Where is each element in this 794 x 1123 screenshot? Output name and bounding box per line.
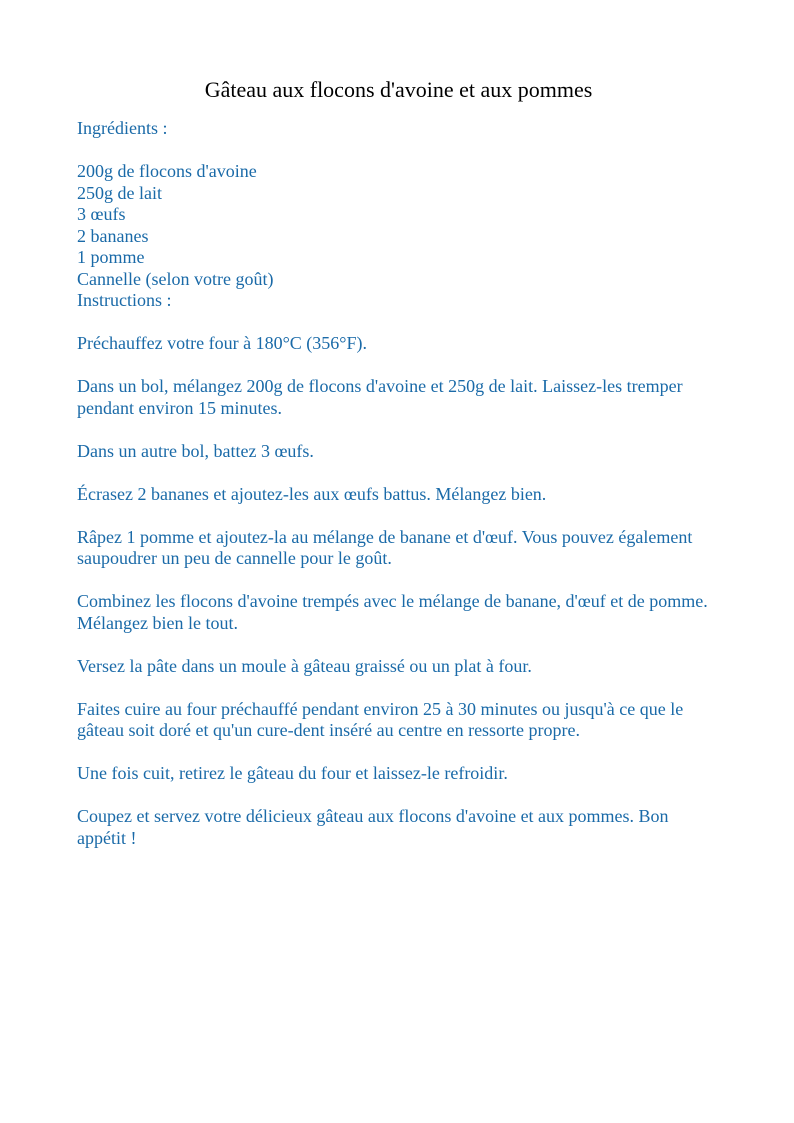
instruction-step: Versez la pâte dans un moule à gâteau graissé ou un plat à four. <box>77 655 532 676</box>
spacer <box>77 462 718 484</box>
ingredient-item: 250g de lait <box>77 182 162 203</box>
spacer <box>77 419 718 441</box>
spacer <box>77 742 718 764</box>
instruction-step: Combinez les flocons d'avoine trempés avec le mélange de banane, d'œuf et de pomme. Mélangez bien le tout. <box>77 591 708 633</box>
instructions-heading: Instructions : <box>77 290 172 310</box>
instruction-step: Râpez 1 pomme et ajoutez-la au mélange de banane et d'œuf. Vous pouvez également saupoudrer un peu de cannelle pour le goût. <box>77 526 693 568</box>
spacer <box>77 140 718 162</box>
spacer <box>77 677 718 699</box>
instruction-step: Faites cuire au four préchauffé pendant environ 25 à 30 minutes ou jusqu'à ce que le gâteau soit doré et qu'un cure-dent inséré au centre en ressorte propre. <box>77 698 684 740</box>
spacer <box>77 312 718 334</box>
spacer <box>77 634 718 656</box>
recipe-body <box>77 118 718 849</box>
instruction-step: Coupez et servez votre délicieux gâteau aux flocons d'avoine et aux pommes. Bon appétit ! <box>77 806 669 848</box>
ingredients-heading: Ingrédients : <box>77 118 168 138</box>
ingredient-item: Cannelle (selon votre goût) <box>77 268 274 289</box>
spacer <box>77 355 718 377</box>
instruction-step: Préchauffez votre four à 180°C (356°F). <box>77 333 367 353</box>
ingredient-item: 2 bananes <box>77 225 149 246</box>
ingredient-item: 200g de flocons d'avoine <box>77 161 257 181</box>
spacer <box>77 570 718 592</box>
instruction-step: Dans un bol, mélangez 200g de flocons d'avoine et 250g de lait. Laissez-les tremper pendant environ 15 minutes. <box>77 376 683 418</box>
instruction-step: Écrasez 2 bananes et ajoutez-les aux œufs battus. Mélangez bien. <box>77 483 547 504</box>
ingredient-item: 3 œufs <box>77 204 126 224</box>
spacer <box>77 785 718 807</box>
document-title: Gâteau aux flocons d'avoine et aux pommes <box>204 77 593 102</box>
instruction-step: Une fois cuit, retirez le gâteau du four et laissez-le refroidir. <box>77 763 508 783</box>
spacer <box>77 505 718 527</box>
instruction-step: Dans un autre bol, battez 3 œufs. <box>77 440 314 461</box>
ingredient-item: 1 pomme <box>77 247 145 267</box>
